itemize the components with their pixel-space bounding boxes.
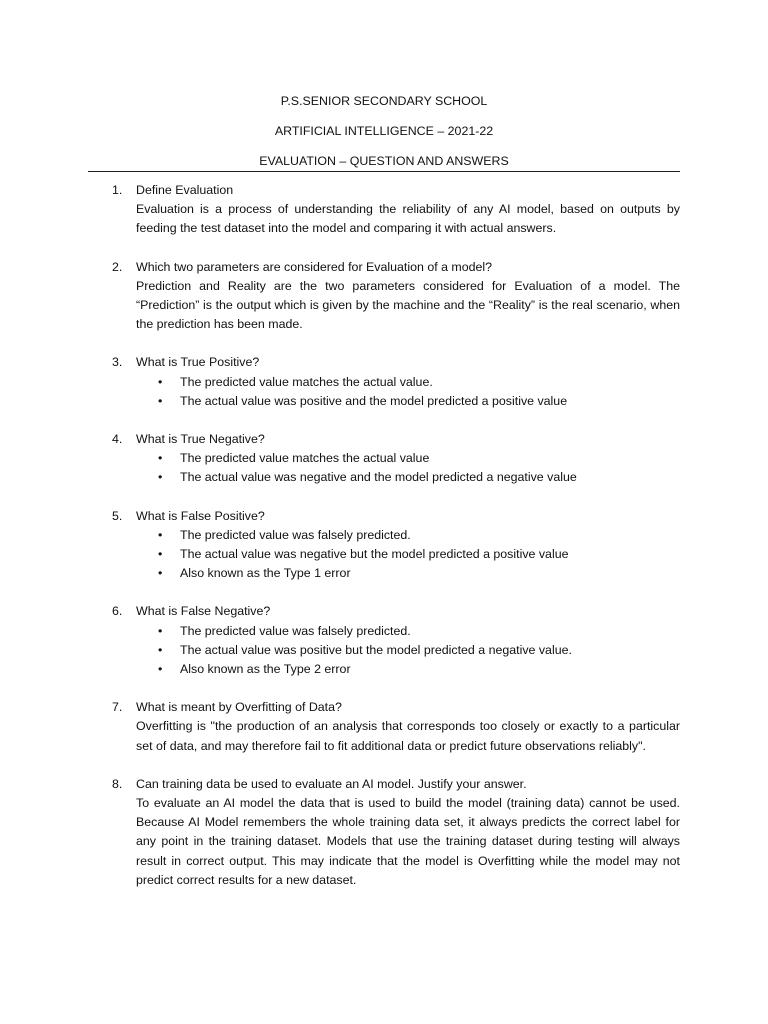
qa-list [112, 181, 680, 909]
bullet-icon: • [158, 566, 163, 581]
answer-bullets [136, 449, 680, 487]
question-text: Define Evaluation [136, 183, 234, 197]
answer-text: Overfitting is "the production of an analysis that corresponds too closely or exactly to a particular set of data, and may therefore fail to fit additional data or predict future observations reliably". [136, 719, 680, 753]
answer-bullets [136, 622, 680, 680]
question-text: Which two parameters are considered for Evaluation of a model? [136, 259, 493, 274]
bullet-item [158, 392, 680, 411]
bullet-text: The actual value was positive and the model predicted a positive value [180, 393, 568, 408]
answer-bullets [136, 526, 680, 584]
bullet-item [158, 564, 680, 583]
qa-item [112, 602, 680, 679]
qa-item [112, 698, 680, 756]
question-text: What is True Negative? [136, 432, 265, 447]
bullet-icon: • [158, 374, 163, 389]
bullet-item [158, 660, 680, 679]
question-text: Can training data be used to evaluate an AI model. Justify your answer. [136, 776, 527, 791]
subject-title: ARTIFICIAL INTELLIGENCE – 2021-22 [274, 124, 494, 138]
question-number: 1. [112, 183, 123, 197]
qa-item [112, 181, 680, 239]
bullet-icon: • [158, 451, 163, 466]
bullet-text: The predicted value matches the actual value [180, 451, 430, 466]
answer-text: Prediction and Reality are the two parameters considered for Evaluation of a model. The “Prediction” is the output which is given by the machine and the “Reality” is the real scenario, when the prediction has been made. [136, 278, 680, 332]
bullet-text: Also known as the Type 2 error [180, 662, 351, 677]
answer-text: To evaluate an AI model the data that is used to build the model (training data) cannot be used. Because AI Model remembers the whole training data set, it always predicts the correct label for any point in the training dataset. Models that use the training dataset during testing will always result in correct output. This may indicate that the model is Overfitting while the model may not predict correct results for a new dataset. [136, 796, 680, 887]
school-name: P.S.SENIOR SECONDARY SCHOOL [280, 94, 488, 108]
qa-item [112, 507, 680, 584]
question-number: 3. [112, 355, 123, 370]
answer-bullets [136, 373, 680, 411]
question-text: What is meant by Overfitting of Data? [136, 700, 342, 715]
bullet-text: Also known as the Type 1 error [180, 566, 351, 581]
bullet-text: The predicted value matches the actual value. [180, 374, 433, 389]
qa-item [112, 258, 680, 335]
bullet-icon: • [158, 547, 163, 562]
bullet-icon: • [158, 393, 163, 408]
bullet-icon: • [158, 527, 163, 542]
bullet-icon: • [158, 642, 163, 657]
question-number: 4. [112, 432, 123, 447]
question-number: 8. [112, 776, 123, 791]
answer-text: Evaluation is a process of understanding the reliability of any AI model, based on outputs by feeding the test dataset into the model and comparing it with actual answers. [136, 202, 680, 236]
bullet-text: The predicted value was falsely predicted. [180, 623, 411, 638]
bullet-icon: • [158, 470, 163, 485]
bullet-text: The actual value was negative but the model predicted a positive value [180, 547, 569, 562]
question-text: What is False Positive? [136, 508, 265, 523]
bullet-item [158, 641, 680, 660]
bullet-item [158, 468, 680, 487]
document-header [88, 91, 680, 181]
bullet-item [158, 622, 680, 641]
bullet-item [158, 545, 680, 564]
bullet-item [158, 373, 680, 392]
question-number: 2. [112, 259, 123, 274]
question-text: What is True Positive? [136, 355, 260, 370]
qa-item [112, 430, 680, 488]
header-divider [88, 171, 680, 172]
question-number: 5. [112, 508, 123, 523]
bullet-icon: • [158, 623, 163, 638]
bullet-item [158, 449, 680, 468]
question-number: 6. [112, 604, 123, 619]
bullet-item [158, 526, 680, 545]
question-number: 7. [112, 700, 123, 715]
bullet-text: The actual value was negative and the model predicted a negative value [180, 470, 577, 485]
qa-item [112, 775, 680, 890]
bullet-icon: • [158, 662, 163, 677]
bullet-text: The actual value was positive but the model predicted a negative value. [180, 642, 572, 657]
question-text: What is False Negative? [136, 604, 271, 619]
qa-item [112, 353, 680, 411]
topic-title: EVALUATION – QUESTION AND ANSWERS [259, 154, 509, 168]
bullet-text: The predicted value was falsely predicted. [180, 527, 411, 542]
